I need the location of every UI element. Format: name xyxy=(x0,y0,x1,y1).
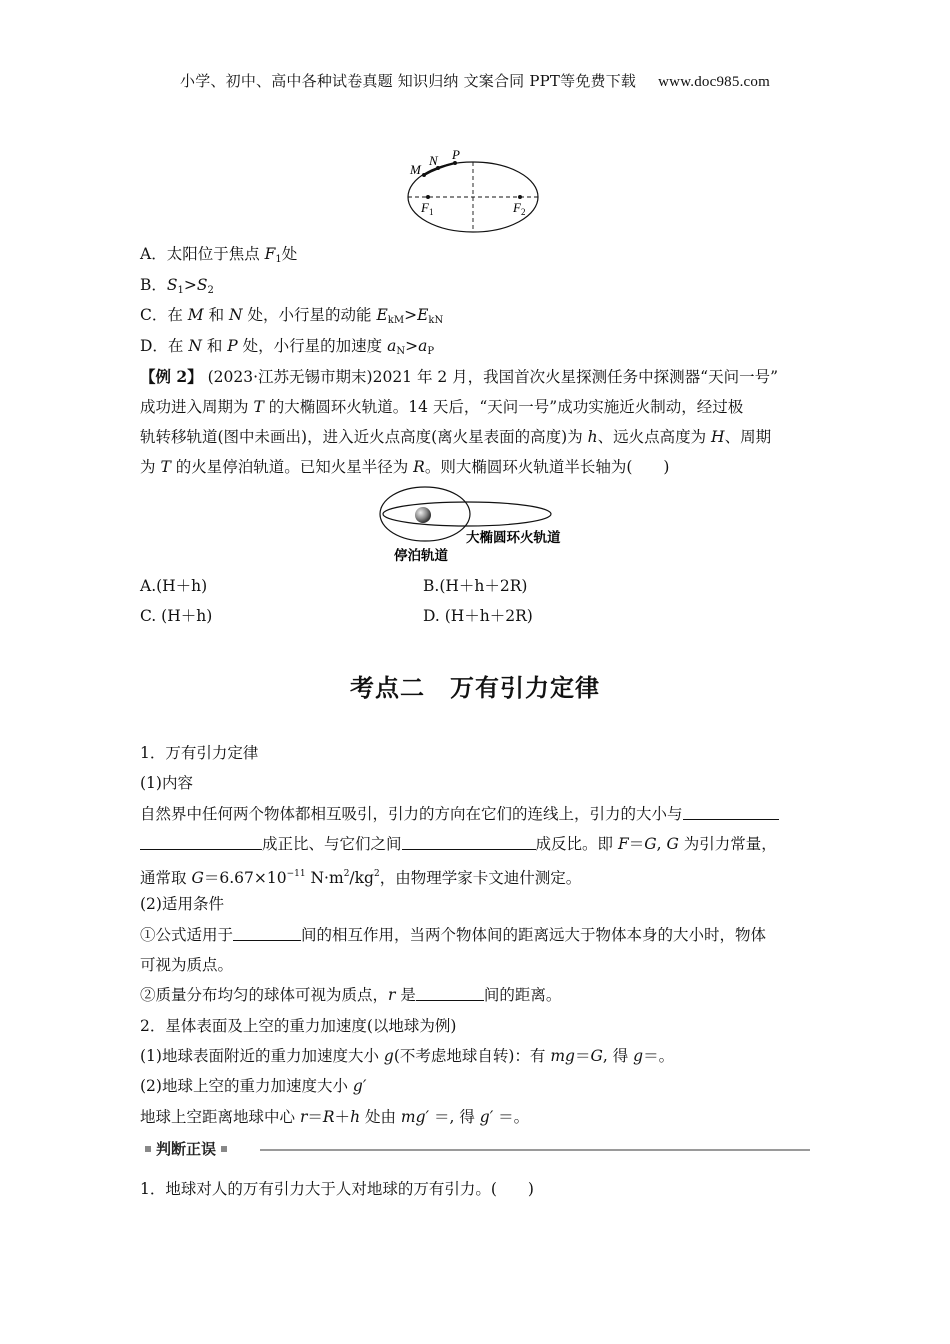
label-parking-orbit: 停泊轨道 xyxy=(394,548,448,564)
large-elliptical-orbit xyxy=(383,502,551,526)
square-bullet-icon xyxy=(145,1146,151,1152)
point-m xyxy=(422,173,426,177)
q2-option-b: B.(H＋h＋2R) xyxy=(423,577,528,595)
body-text-line: ②质量分布均匀的球体可视为质点，r 是 间的距离。 xyxy=(140,986,562,1004)
fill-blank[interactable] xyxy=(683,805,779,820)
judge-question-1: 1．地球对人的万有引力大于人对地球的万有引力。( ) xyxy=(140,1180,534,1198)
example2-tag: 【例 2】 xyxy=(140,367,203,386)
example2-line1: 【例 2】 (2023·江苏无锡市期末)2021 年 2 月，我国首次火星探测任务中探测器“天问一号” xyxy=(140,367,779,386)
label-f1-sub: 1 xyxy=(429,207,434,217)
mars-orbit-figure xyxy=(378,484,573,566)
label-p: P xyxy=(452,148,460,162)
orbit-ellipse-figure xyxy=(402,148,546,238)
q2-option-c: C. (H＋h) xyxy=(140,607,213,625)
fill-blank[interactable] xyxy=(233,926,301,941)
body-heading-2: 2．星体表面及上空的重力加速度(以地球为例) xyxy=(140,1017,457,1035)
body-sub-conditions: (2)适用条件 xyxy=(140,895,224,913)
example2-line2: 成功进入周期为 T 的大椭圆环火轨道。14 天后，“天问一号”成功实施近火制动，经过极 xyxy=(140,398,744,416)
body-text-line: 地球上空距离地球中心 r＝R＋h 处由 mg′ ＝, 得 g′ ＝。 xyxy=(140,1108,530,1126)
header-text: 小学、初中、高中各种试卷真题 知识归纳 文案合同 PPT等免费下载 xyxy=(180,72,637,90)
option-d: D．在 N 和 P 处，小行星的加速度 $a_N>a_P$ xyxy=(140,337,435,357)
example2-line4: 为 T 的火星停泊轨道。已知火星半径为 R。则大椭圆环火轨道半长轴为( ) xyxy=(140,458,670,476)
body-text-line: 可视为质点。 xyxy=(140,956,234,974)
focus-f2 xyxy=(518,195,522,199)
body-text-line: 成正比、与它们之间 成反比。即 F＝G, G 为引力常量， xyxy=(140,834,777,854)
section-title: 考点二 万有引力定律 xyxy=(350,674,600,702)
judge-label: 判断正误 xyxy=(156,1140,217,1158)
fill-blank[interactable] xyxy=(402,835,536,850)
q2-option-d: D. (H＋h＋2R) xyxy=(423,607,533,625)
body-sub-content: (1)内容 xyxy=(140,774,193,792)
mars-planet xyxy=(415,507,431,523)
option-c: C．在 M 和 N 处，小行星的动能 $E_{kM}>E_{kN}$ xyxy=(140,306,444,326)
judge-section-header xyxy=(140,1138,810,1162)
label-n: N xyxy=(429,153,438,168)
focus-f1 xyxy=(426,195,430,199)
page-header xyxy=(0,70,950,91)
label-f2-sub: 2 xyxy=(521,207,526,217)
q2-option-a: A.(H＋h) xyxy=(140,577,208,595)
option-b: B．$S_1>S_2$ xyxy=(140,276,214,296)
label-large-orbit: 大椭圆环火轨道 xyxy=(466,530,561,546)
body-text-line: 通常取 $G=6.67\times 10^{-11}$ $N\cdot m^2/kg^2$，由物理学家卡文迪什测定。 xyxy=(140,869,582,887)
label-m: M xyxy=(410,162,421,177)
option-a: A．太阳位于焦点 $F_1$处 xyxy=(140,245,298,265)
header-site: www.doc985.com xyxy=(658,74,770,90)
body-text-line: (1)地球表面附近的重力加速度大小 g(不考虑地球自转)：有 mg＝G, 得 g＝。 xyxy=(140,1047,675,1065)
body-text-line: 自然界中任何两个物体都相互吸引，引力的方向在它们的连线上，引力的大小与 xyxy=(140,804,779,824)
fill-blank[interactable] xyxy=(416,986,484,1001)
label-f2: F xyxy=(513,200,521,215)
square-bullet-icon xyxy=(221,1146,227,1152)
judge-divider xyxy=(260,1149,810,1151)
judge-label-wrap xyxy=(140,1138,232,1159)
body-heading-1: 1．万有引力定律 xyxy=(140,744,259,762)
example2-line3: 轨转移轨道(图中未画出)，进入近火点高度(离火星表面的高度)为 h、远火点高度为 H、周期 xyxy=(140,428,772,446)
body-text-line: ①公式适用于 间的相互作用，当两个物体间的距离远大于物体本身的大小时，物体 xyxy=(140,926,767,944)
body-text-line: (2)地球上空的重力加速度大小 g′ xyxy=(140,1077,367,1095)
fill-blank[interactable] xyxy=(140,835,262,850)
label-f1: F xyxy=(421,200,429,215)
